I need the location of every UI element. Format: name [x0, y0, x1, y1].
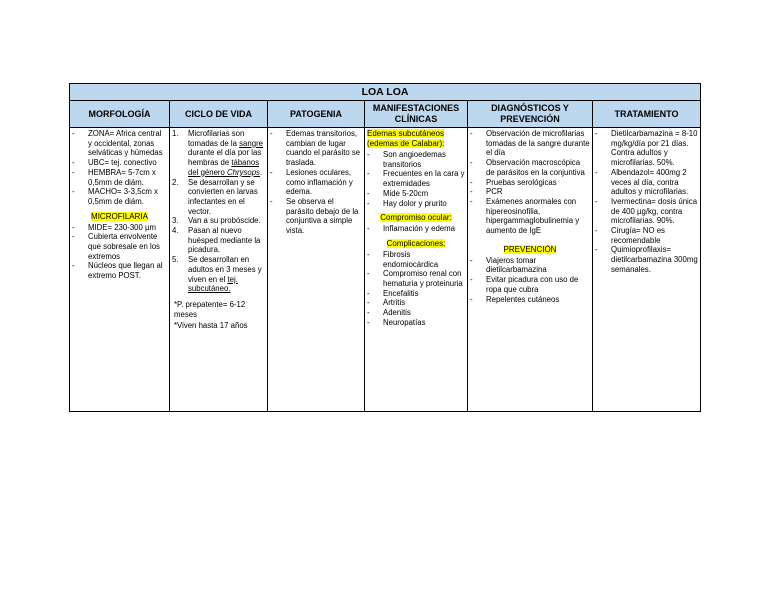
list-item: - Albendazol= 400mg 2 veces al día, contra adultos y microfilarias. — [595, 167, 689, 197]
header-manifestaciones-clinicas: MANIFESTACIONES CLÍNICAS — [365, 101, 468, 128]
list-item: - Cubierta envolvente que sobresale en los extremos — [72, 232, 160, 261]
list-item: - Son angioedemas transitorios — [367, 150, 446, 169]
list-item: - Núcleos que llegan al extremo POST. — [72, 261, 163, 281]
prevencion-list — [470, 256, 590, 305]
edemas-heading: Edemas subcutáneos (edemas de Calabar): — [367, 129, 445, 148]
list-item: - Se observa el parásito debajo de la conjuntiva a simple vista. — [270, 196, 359, 236]
prepatent-note: *P. prepatente= 6-12 meses — [174, 299, 246, 319]
complicaciones-heading: Complicaciones: — [386, 238, 446, 248]
list-item: - Observación macroscópica de parásitos en la conjuntiva — [470, 158, 585, 177]
list-item: - Repelentes cutáneos — [470, 294, 560, 304]
list-item: - Quimioprofilaxis= dietilcarbamazina 300mg semanales. — [595, 245, 698, 274]
edemas-list — [367, 150, 465, 208]
list-item: - MIDE= 230-300 µm — [72, 222, 156, 232]
header-tratamiento: TRATAMIENTO — [593, 101, 701, 128]
microfilaria-list — [72, 223, 167, 281]
header-patogenia: PATOGENIA — [268, 101, 365, 128]
list-item: 5. Se desarrollan en adultos en 3 meses y viven en el tej. subcutáneo. — [172, 255, 262, 294]
cell-ciclo-de-vida — [170, 128, 268, 412]
document-page — [69, 83, 700, 412]
list-item: - ZONA= Africa central y occidental, zonas selváticas y húmedas — [72, 129, 163, 158]
list-item: - Ivermectina= dosis única de 400 µg/kg, contra microfilarias. 90%. — [595, 196, 698, 226]
cell-tratamiento — [593, 128, 701, 412]
list-item: - Adenitis — [367, 308, 411, 318]
table-title: LOA LOA — [70, 84, 701, 101]
patogenia-list — [270, 129, 362, 236]
header-ciclo-de-vida: CICLO DE VIDA — [170, 101, 268, 128]
list-item: - Dietilcarbamazina = 8-10 mg/kg/día por 21 días. Contra adultos y microfilarias. 50%. — [595, 129, 698, 168]
list-item: - Fibrosis endomiocárdica — [367, 249, 439, 269]
list-item: - UBC= tej. conectivo — [72, 158, 157, 168]
list-item: - Lesiones oculares, como inflamación y edema. — [270, 167, 353, 197]
list-item: - PCR — [470, 187, 503, 197]
cell-diagnosticos — [468, 128, 593, 412]
header-morfologia: MORFOLOGÍA — [70, 101, 170, 128]
list-item: - Evitar picadura con uso de ropa que cubra — [470, 275, 579, 294]
list-item: 4. Pasan al nuevo huésped mediante la picadura. — [172, 226, 261, 255]
list-item: - Observación de microfilarias tomadas de la sangre durante el día — [470, 129, 590, 158]
list-item: 2. Se desarrollan y se convierten en larvas infectantes en el vector. — [172, 177, 258, 216]
list-item: - MACHO= 3-3,5cm x 0,5mm de diám. — [72, 187, 158, 206]
list-item: - HEMBRA= 5-7cm x 0,5mm de diám. — [72, 167, 156, 187]
tratamiento-list — [595, 129, 698, 275]
list-item: - Compromiso renal con hematuria y proteinuria — [367, 269, 463, 289]
ocular-heading: Compromiso ocular: — [380, 213, 452, 223]
ciclo-list — [172, 129, 265, 294]
cell-morfologia — [70, 128, 170, 412]
list-item: - Inflamación y edema — [367, 224, 455, 234]
lifespan-note: *Viven hasta 17 años — [174, 321, 248, 331]
list-item: - Edemas transitorios, cambian de lugar cuando el parásito se traslada. — [270, 129, 361, 168]
diagnosticos-list — [470, 129, 590, 236]
list-item: 3. Van a su probóscide. — [172, 216, 261, 226]
cell-patogenia — [268, 128, 365, 412]
list-item: - Exámenes anormales con hipereosinofilia, hipergammaglobulinemia y aumento de IgE — [470, 196, 580, 236]
list-item: - Cirugía= NO es recomendable — [595, 226, 665, 245]
list-item: - Neuropatías — [367, 317, 426, 327]
header-diagnosticos-prevencion: DIAGNÓSTICOS Y PREVENCIÓN — [468, 101, 593, 128]
prevencion-heading: PREVENCIÓN — [503, 244, 557, 254]
loa-loa-table — [69, 83, 701, 412]
complicaciones-list — [367, 250, 465, 328]
list-item: - Mide 5-20cm — [367, 188, 429, 198]
list-item: - Pruebas serológicas — [470, 177, 557, 187]
list-item: - Artritis — [367, 298, 406, 308]
microfilaria-heading: MICROFILARIA — [91, 211, 148, 221]
list-item: - Encefalitis — [367, 288, 419, 298]
cell-manifestaciones — [365, 128, 468, 412]
list-item: - Hay dolor y prurito — [367, 198, 447, 208]
list-item: 1. Microfilarias son tomadas de la sangre durante el día por las hembras de tábanos del género Chrysops. — [172, 129, 263, 177]
list-item: - Viajeros tomar dietilcarbamazina — [470, 255, 547, 275]
morfologia-list — [72, 129, 167, 207]
ocular-list — [367, 224, 465, 234]
list-item: - Frecuentes en la cara y extremidades — [367, 169, 465, 189]
